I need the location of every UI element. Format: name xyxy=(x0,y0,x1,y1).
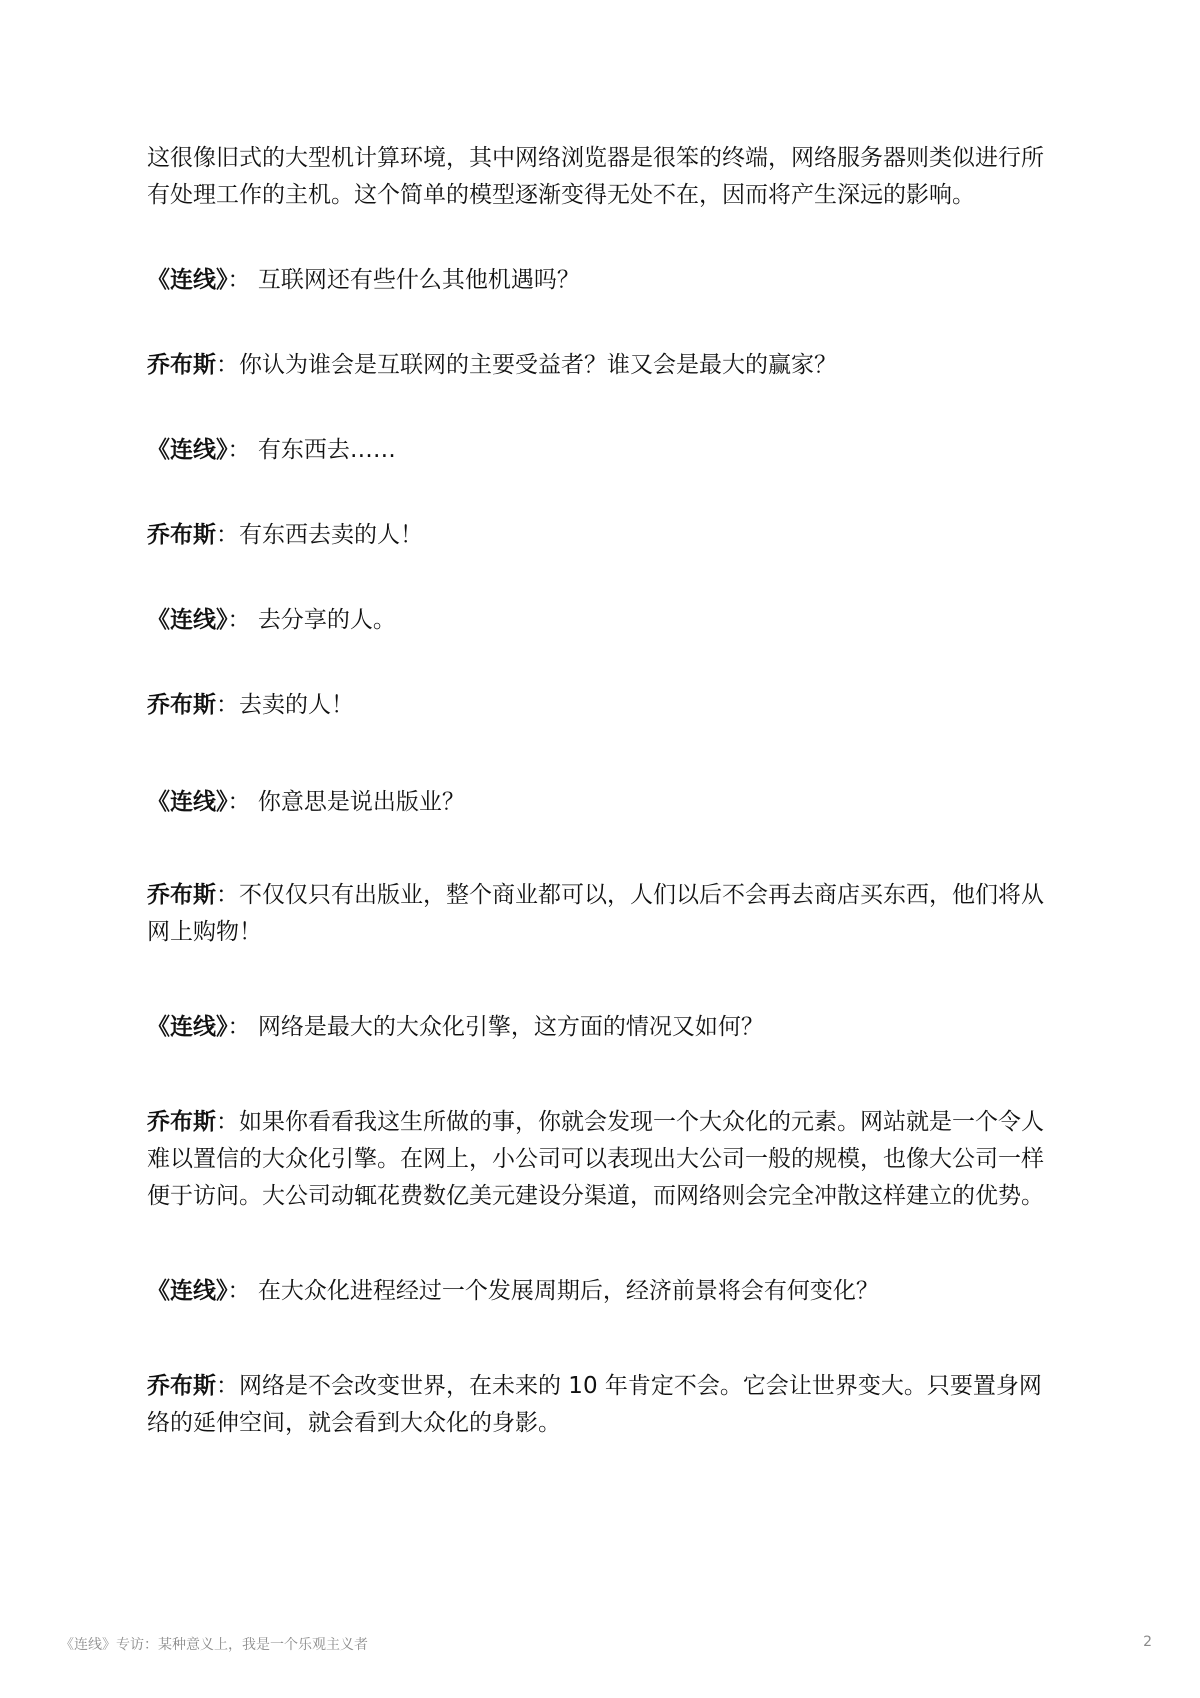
speaker-separator: ： xyxy=(216,1109,239,1135)
speaker-name: 乔布斯 xyxy=(147,1373,216,1399)
dialogue-line xyxy=(147,1009,1062,1046)
intro-paragraph: 这很像旧式的大型机计算环境，其中网络浏览器是很笨的终端，网络服务器则类似进行所有处理工作的主机。这个简单的模型逐渐变得无处不在，因而将产生深远的影响。 xyxy=(147,145,1044,208)
dialogue-text: 去卖的人！ xyxy=(239,692,354,718)
speaker-name: 《连线》 xyxy=(147,437,228,463)
dialogue-text: 你意思是说出版业？ xyxy=(257,789,465,815)
speaker-name: 乔布斯 xyxy=(147,882,216,908)
speaker-separator: ： xyxy=(227,789,258,815)
dialogue-line xyxy=(147,347,1062,384)
speaker-name: 《连线》 xyxy=(147,1278,228,1304)
footer-title: 《连线》专访：某种意义上，我是一个乐观主义者 xyxy=(60,1637,368,1653)
speaker-separator: ： xyxy=(216,882,239,908)
dialogue-line xyxy=(147,1104,1062,1215)
article-body xyxy=(147,140,1062,1442)
dialogue-line xyxy=(147,784,1062,821)
dialogue-text: 有东西去…… xyxy=(257,437,396,463)
dialogue-line xyxy=(147,1368,1062,1442)
dialogue-text: 去分享的人。 xyxy=(257,607,396,633)
dialogue-line xyxy=(147,262,1062,299)
dialogue-line xyxy=(147,877,1062,951)
speaker-name: 乔布斯 xyxy=(147,522,216,548)
dialogue-text: 网络是不会改变世界，在未来的 10 年肯定不会。它会让世界变大。只要置身网络的延伸空间，就会看到大众化的身影。 xyxy=(147,1373,1042,1436)
speaker-name: 《连线》 xyxy=(147,789,228,815)
dialogue-text: 在大众化进程经过一个发展周期后，经济前景将会有何变化？ xyxy=(257,1278,879,1304)
speaker-separator: ： xyxy=(216,522,239,548)
speaker-name: 乔布斯 xyxy=(147,692,216,718)
speaker-separator: ： xyxy=(227,1278,258,1304)
dialogue-text: 你认为谁会是互联网的主要受益者？谁又会是最大的赢家？ xyxy=(239,352,837,378)
dialogue-text: 如果你看看我这生所做的事，你就会发现一个大众化的元素。网站就是一个令人难以置信的大众化引擎。在网上，小公司可以表现出大公司一般的规模，也像大公司一样便于访问。大公司动辄花费数亿美元建设分渠道，而网络则会完全冲散这样建立的优势。 xyxy=(147,1109,1044,1209)
dialogue-line xyxy=(147,1273,1062,1310)
dialogue-text: 不仅仅只有出版业，整个商业都可以，人们以后不会再去商店买东西，他们将从网上购物！ xyxy=(147,882,1044,945)
speaker-separator: ： xyxy=(216,1373,239,1399)
speaker-separator: ： xyxy=(216,692,239,718)
dialogue-text: 网络是最大的大众化引擎，这方面的情况又如何？ xyxy=(257,1014,764,1040)
dialogue-line xyxy=(147,602,1062,639)
speaker-separator: ： xyxy=(216,352,239,378)
speaker-name: 乔布斯 xyxy=(147,1109,216,1135)
speaker-name: 《连线》 xyxy=(147,607,228,633)
dialogue-text: 有东西去卖的人！ xyxy=(239,522,423,548)
dialogue-line xyxy=(147,687,1062,724)
dialogue-line xyxy=(147,517,1062,554)
speaker-separator: ： xyxy=(227,607,258,633)
speaker-separator: ： xyxy=(227,1014,258,1040)
speaker-name: 《连线》 xyxy=(147,267,228,293)
speaker-separator: ： xyxy=(227,437,258,463)
page-number: 2 xyxy=(1143,1634,1152,1650)
dialogue-line xyxy=(147,432,1062,469)
speaker-name: 乔布斯 xyxy=(147,352,216,378)
dialogue-text: 互联网还有些什么其他机遇吗？ xyxy=(257,267,580,293)
speaker-name: 《连线》 xyxy=(147,1014,228,1040)
speaker-separator: ： xyxy=(227,267,258,293)
